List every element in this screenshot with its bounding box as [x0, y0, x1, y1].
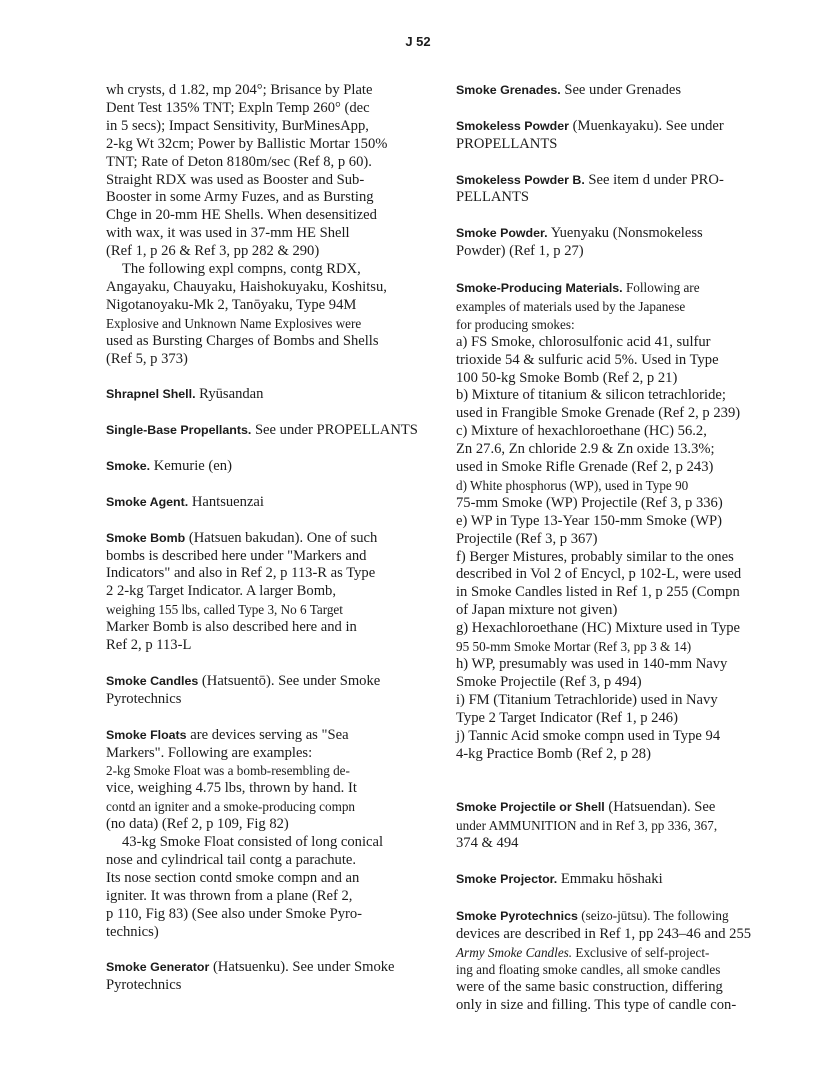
text-line [456, 620, 762, 638]
line-text: Projectile (Ref 3, p 367) [456, 530, 598, 547]
line-text: Indicators" and also in Ref 2, p 113-R as Type [106, 565, 376, 582]
line-text: bombs is described here under "Markers and [106, 547, 367, 564]
entry-heading-line [456, 172, 762, 190]
line-text: 2 2-kg Target Indicator. A larger Bomb, [106, 583, 337, 600]
text-line [106, 82, 426, 100]
line-text: for producing smokes: [456, 316, 575, 332]
line-text: Smoke Projectile (Ref 3, p 494) [456, 673, 642, 690]
text-line [456, 997, 762, 1015]
entry-heading-line [106, 422, 426, 440]
entry-heading-line [106, 959, 426, 977]
line-text: d) White phosphorus (WP), used in Type 90 [456, 477, 689, 493]
paragraph-gap [456, 207, 762, 225]
entry-headword: Smoke Projectile or Shell [456, 800, 605, 815]
line-text: Markers". Following are examples: [106, 744, 313, 761]
line-text: 100 50-kg Smoke Bomb (Ref 2, p 21) [456, 369, 678, 386]
entry-headword: Smoke Bomb [106, 530, 186, 545]
line-text: i) FM (Titanium Tetrachloride) used in Navy [456, 691, 718, 708]
line-text: PELLANTS [456, 189, 529, 206]
text-line [456, 370, 762, 388]
text-line [456, 495, 762, 513]
line-text: See item d under PRO- [584, 171, 724, 188]
text-line [106, 852, 426, 870]
line-text: Marker Bomb is also described here and in [106, 619, 357, 636]
line-text: wh crysts, d 1.82, mp 204°; Brisance by Plate [106, 82, 373, 98]
line-text: used in Smoke Rifle Grenade (Ref 2, p 243) [456, 459, 714, 476]
text-line [456, 459, 762, 477]
line-text: Emmaku hōshaki [557, 870, 663, 887]
right-column [456, 82, 762, 1015]
entry-headword: Smoke Pyrotechnics [456, 908, 578, 923]
text-line [456, 638, 762, 656]
line-text: (Ref 1, p 26 & Ref 3, pp 282 & 290) [106, 243, 320, 260]
text-line [456, 189, 762, 207]
line-text: igniter. It was thrown from a plane (Ref 2, [106, 887, 353, 904]
text-line [106, 243, 426, 261]
text-line [456, 352, 762, 370]
line-text: contd an igniter and a smoke-producing compn [106, 799, 356, 815]
line-text: under AMMUNITION and in Ref 3, pp 336, 367, [456, 818, 718, 834]
line-text: are devices serving as "Sea [186, 726, 349, 743]
line-text: c) Mixture of hexachloroethane (HC) 56.2, [456, 423, 707, 440]
entry-headword: Smoke-Producing Materials. [456, 280, 623, 295]
line-text: The following expl compns, contg RDX, [122, 261, 361, 278]
paragraph-gap [456, 154, 762, 172]
text-line [456, 405, 762, 423]
line-text: h) WP, presumably was used in 140-mm Navy [456, 656, 728, 672]
line-text: were of the same basic construction, differing [456, 979, 723, 996]
text-line [456, 692, 762, 710]
text-line [106, 583, 426, 601]
text-line [456, 746, 762, 764]
text-line [106, 870, 426, 888]
line-text: Chge in 20-mm HE Shells. When desensitized [106, 207, 377, 224]
text-line [106, 297, 426, 315]
line-text: Zn 27.6, Zn chloride 2.9 & Zn oxide 13.3%; [456, 441, 715, 458]
text-line [106, 924, 426, 942]
paragraph-gap [456, 781, 762, 799]
left-column [106, 82, 426, 995]
line-text: See under PROPELLANTS [251, 422, 418, 439]
entry-headword: Smoke Agent. [106, 494, 189, 509]
text-line [106, 619, 426, 637]
line-text: e) WP in Type 13-Year 150-mm Smoke (WP) [456, 512, 722, 529]
text-line [456, 817, 762, 835]
line-text: Type 2 Target Indicator (Ref 1, p 246) [456, 709, 678, 726]
line-text: 374 & 494 [456, 835, 519, 852]
line-text: 2-kg Wt 32cm; Power by Ballistic Mortar 150% [106, 135, 388, 152]
line-text: in Smoke Candles listed in Ref 1, p 255 (Compn [456, 584, 740, 601]
text-line [106, 351, 426, 369]
text-line [106, 637, 426, 655]
line-text: used as Bursting Charges of Bombs and Shells [106, 332, 379, 349]
entry-heading-line [456, 907, 762, 926]
entry-heading-line [456, 279, 762, 298]
text-line [456, 710, 762, 728]
line-text: Yuenyaku (Nonsmokeless [547, 225, 703, 242]
text-line [106, 888, 426, 906]
entry-headword: Smokeless Powder B. [456, 172, 585, 187]
text-line [456, 549, 762, 567]
text-line [106, 601, 426, 619]
entry-heading-line [106, 494, 426, 512]
line-text: technics) [106, 923, 159, 940]
line-text: PROPELLANTS [456, 135, 558, 152]
paragraph-gap [106, 709, 426, 727]
line-text: b) Mixture of titanium & silicon tetrachloride; [456, 387, 726, 404]
text-line [106, 762, 426, 780]
line-text: 75-mm Smoke (WP) Projectile (Ref 3, p 336) [456, 494, 723, 511]
entry-headword: Smoke Grenades. [456, 83, 561, 97]
text-line [106, 261, 426, 279]
line-text: in 5 secs); Impact Sensitivity, BurMinesApp, [106, 117, 369, 134]
text-line [456, 423, 762, 441]
line-text: Following are [622, 279, 700, 295]
line-text: 95 50-mm Smoke Mortar (Ref 3, pp 3 & 14) [456, 639, 692, 655]
line-text: (Muenkayaku). See under [568, 117, 724, 134]
paragraph-gap [106, 404, 426, 422]
line-text: only in size and filling. This type of candle con- [456, 997, 737, 1014]
entry-headword: Smoke Powder. [456, 226, 548, 241]
entry-headword: Smoke Candles [106, 673, 199, 688]
text-line [456, 728, 762, 746]
text-line [106, 136, 426, 154]
text-line [106, 154, 426, 172]
line-text: Pyrotechnics [106, 977, 182, 994]
text-line [106, 977, 426, 995]
line-text: g) Hexachloroethane (HC) Mixture used in Type [456, 620, 741, 637]
text-line [106, 100, 426, 118]
line-text: described in Vol 2 of Encycl, p 102-L, were used [456, 566, 742, 583]
text-line [456, 584, 762, 602]
text-line [456, 566, 762, 584]
line-text: Dent Test 135% TNT; Expln Temp 260° (dec [106, 99, 370, 116]
entry-heading-line [106, 458, 426, 476]
line-text: (Hatsuen bakudan). One of such [185, 529, 378, 546]
text-line [456, 979, 762, 997]
text-line [106, 207, 426, 225]
line-text: j) Tannic Acid smoke compn used in Type 94 [456, 727, 721, 744]
italic-subheading: Army Smoke Candles. [456, 944, 573, 960]
entry-heading-line [456, 944, 762, 962]
paragraph-gap [106, 476, 426, 494]
paragraph-gap [106, 512, 426, 530]
line-text: vice, weighing 4.75 lbs, thrown by hand. It [106, 780, 357, 797]
text-line [106, 225, 426, 243]
text-line [456, 316, 762, 334]
entry-heading-line [456, 799, 762, 817]
paragraph-gap [456, 853, 762, 871]
paragraph-gap [456, 763, 762, 781]
line-text: Powder) (Ref 1, p 27) [456, 243, 584, 260]
entry-heading-line [106, 673, 426, 691]
line-text: See under Grenades [560, 82, 682, 98]
line-text: p 110, Fig 83) (See also under Smoke Pyro- [106, 905, 363, 922]
line-text: Nigotanoyaku-Mk 2, Tanōyaku, Type 94M [106, 296, 357, 313]
line-text: used in Frangible Smoke Grenade (Ref 2, p 239) [456, 405, 741, 422]
line-text: with wax, it was used in 37-mm HE Shell [106, 225, 350, 242]
entry-heading-line [106, 386, 426, 404]
text-line [106, 565, 426, 583]
line-text: Ryūsandan [195, 386, 264, 403]
line-text: ing and floating smoke candles, all smoke candles [456, 962, 721, 978]
line-text: Kemurie (en) [150, 458, 232, 475]
line-text: Hantsuenzai [188, 493, 264, 510]
text-line [106, 834, 426, 852]
text-line [106, 279, 426, 297]
text-line [456, 835, 762, 853]
text-line [106, 172, 426, 190]
line-text: Angayaku, Chauyaku, Haishokuyaku, Koshitsu, [106, 278, 387, 295]
entry-headword: Smokeless Powder [456, 118, 569, 133]
text-line [106, 691, 426, 709]
line-text: Exclusive of self-project- [572, 944, 710, 960]
text-line [106, 906, 426, 924]
text-line [456, 387, 762, 405]
line-text: examples of materials used by the Japanese [456, 298, 686, 314]
text-line [456, 961, 762, 979]
line-text: (Hatsuentō). See under Smoke [198, 672, 381, 689]
line-text: 4-kg Practice Bomb (Ref 2, p 28) [456, 745, 651, 762]
line-text: f) Berger Mistures, probably similar to the ones [456, 548, 734, 565]
text-line [456, 477, 762, 495]
entry-headword: Shrapnel Shell. [106, 387, 196, 402]
line-text: Booster in some Army Fuzes, and as Bursting [106, 189, 374, 206]
entry-heading-line [456, 82, 762, 100]
text-line [456, 926, 762, 944]
text-line [456, 136, 762, 154]
entry-headword: Single-Base Propellants. [106, 423, 252, 438]
text-line [106, 548, 426, 566]
entry-headword: Smoke. [106, 459, 151, 474]
text-line [106, 780, 426, 798]
text-line [106, 118, 426, 136]
line-text: (Hatsuendan). See [604, 799, 716, 816]
paragraph-gap [106, 655, 426, 673]
paragraph-gap [106, 440, 426, 458]
line-text: Ref 2, p 113-L [106, 637, 192, 654]
entry-heading-line [456, 118, 762, 136]
text-line [456, 334, 762, 352]
entry-heading-line [106, 727, 426, 745]
text-line [456, 243, 762, 261]
line-text: (Hatsuenku). See under Smoke [209, 959, 395, 976]
paragraph-gap [456, 261, 762, 279]
line-text: Pyrotechnics [106, 690, 182, 707]
line-text: 2-kg Smoke Float was a bomb-resembling de- [106, 763, 350, 779]
entry-heading-line [106, 530, 426, 548]
entry-headword: Smoke Projector. [456, 871, 558, 886]
line-text: nose and cylindrical tail contg a parachute. [106, 851, 357, 868]
line-text: a) FS Smoke, chlorosulfonic acid 41, sulfur [456, 333, 711, 350]
paragraph-gap [106, 942, 426, 960]
text-line [456, 656, 762, 674]
line-text: TNT; Rate of Deton 8180m/sec (Ref 8, p 60). [106, 153, 372, 170]
text-line [456, 441, 762, 459]
line-text: devices are described in Ref 1, pp 243–46 and 255 [456, 925, 752, 942]
text-line [456, 674, 762, 692]
line-text: of Japan mixture not given) [456, 602, 618, 619]
text-line [456, 298, 762, 316]
entry-heading-line [456, 871, 762, 889]
paragraph-gap [106, 369, 426, 387]
text-line [456, 531, 762, 549]
paragraph-gap [456, 100, 762, 118]
text-line [106, 315, 426, 333]
text-line [106, 745, 426, 763]
page-number: J 52 [405, 34, 431, 49]
text-line [106, 798, 426, 816]
entry-heading-line [456, 225, 762, 243]
entry-headword: Smoke Generator [106, 960, 210, 975]
text-line [106, 816, 426, 834]
line-text: (seizo-jūtsu). The following [577, 907, 729, 923]
text-line [456, 602, 762, 620]
line-text: 43-kg Smoke Float consisted of long conical [122, 834, 384, 851]
line-text: (Ref 5, p 373) [106, 350, 188, 367]
entry-headword: Smoke Floats [106, 727, 187, 742]
line-text: Its nose section contd smoke compn and an [106, 869, 360, 886]
line-text: trioxide 54 & sulfuric acid 5%. Used in Type [456, 351, 719, 368]
text-line [456, 513, 762, 531]
line-text: weighing 155 lbs, called Type 3, No 6 Target [106, 602, 343, 618]
line-text: Explosive and Unknown Name Explosives were [106, 315, 362, 331]
line-text: Straight RDX was used as Booster and Sub- [106, 171, 365, 188]
paragraph-gap [456, 889, 762, 907]
line-text: (no data) (Ref 2, p 109, Fig 82) [106, 816, 289, 833]
text-line [106, 333, 426, 351]
text-line [106, 189, 426, 207]
